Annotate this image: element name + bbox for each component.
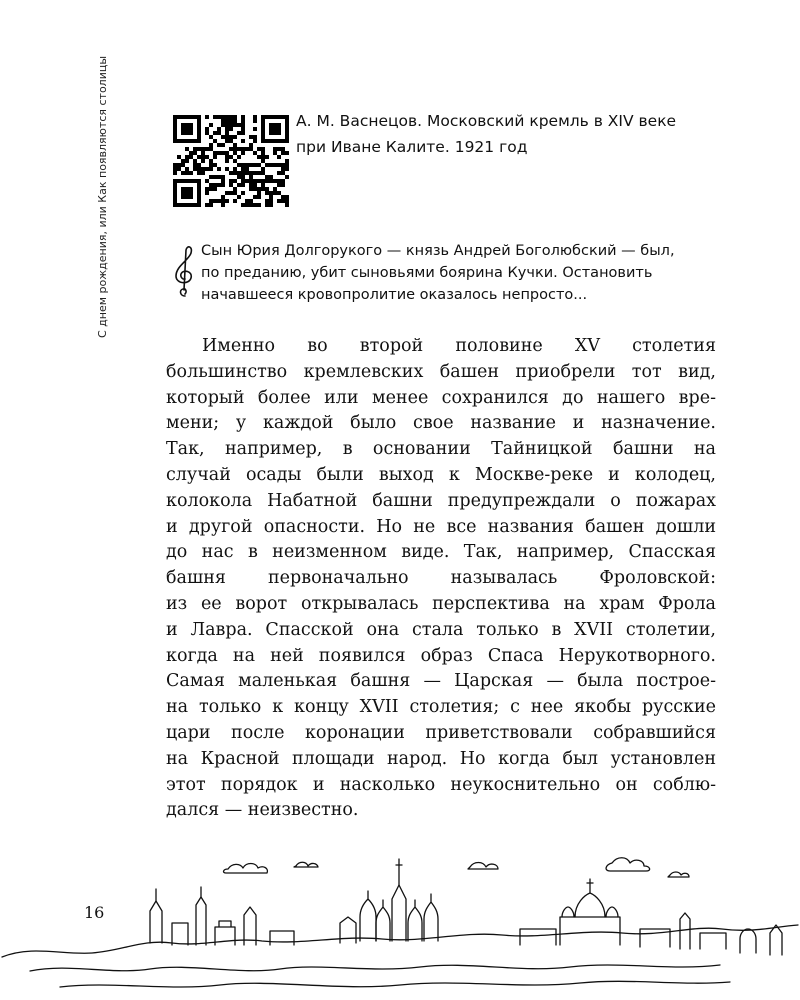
body-line: на только к концу XVII столетия; с нее якобы русские — [166, 697, 716, 718]
caption-line: А. М. Васнецов. Московский кремль в XIV веке — [296, 112, 677, 130]
treble-clef-icon — [171, 244, 197, 298]
lead-line: Сын Юрия Долгорукого — князь Андрей Боголюбский — был, — [201, 243, 675, 259]
body-line: этот порядок и насколько неукоснительно он соблю- — [166, 774, 716, 795]
running-head: С днем рождения, или Как появляются столицы — [96, 55, 109, 338]
body-line: и другой опасности. Но не все названия башен дошли — [166, 516, 716, 537]
body-paragraph — [166, 334, 716, 824]
body-line: большинство кремлевских башен приобрели тот вид, — [166, 361, 716, 382]
lead-line: начавшееся кровопролитие оказалось непросто... — [201, 287, 588, 303]
lead-paragraph — [201, 240, 721, 306]
caption-line: при Иване Калите. 1921 год — [296, 138, 528, 156]
body-line: мени; у каждой было свое название и назначение. — [166, 413, 716, 434]
page-number: 16 — [84, 903, 105, 922]
body-line: на Красной площади народ. Но когда был установлен — [166, 748, 716, 769]
kremlin-skyline-illustration — [0, 845, 800, 1000]
body-line: случай осады были выход к Москве-реке и колодец, — [166, 464, 716, 485]
body-line: когда на ней появился образ Спаса Нерукотворного. — [166, 645, 716, 666]
body-line: башня первоначально называлась Фроловской: — [166, 568, 716, 589]
body-line: и Лавра. Спасской она стала только в XVII столетии, — [166, 619, 716, 640]
body-line: колокола Набатной башни предупреждали о пожарах — [166, 490, 716, 511]
body-line: который более или менее сохранился до нашего вре- — [166, 387, 716, 408]
body-line: до нас в неизменном виде. Так, например, Спасская — [166, 542, 716, 563]
body-line: цари после коронации приветствовали собравшийся — [166, 722, 716, 743]
illustration-caption — [296, 108, 766, 160]
body-line: дался — неизвестно. — [166, 800, 359, 821]
lead-line: по преданию, убит сыновьями боярина Кучки. Остановить — [201, 265, 653, 281]
body-line: Так, например, в основании Тайницкой башни на — [166, 439, 716, 460]
body-line: Самая маленькая башня — Царская — была построе- — [166, 671, 716, 692]
body-line: из ее ворот открывалась перспектива на храм Фрола — [166, 593, 716, 614]
body-line: Именно во второй половине XV столетия — [202, 336, 716, 356]
qr-code[interactable] — [173, 115, 289, 207]
